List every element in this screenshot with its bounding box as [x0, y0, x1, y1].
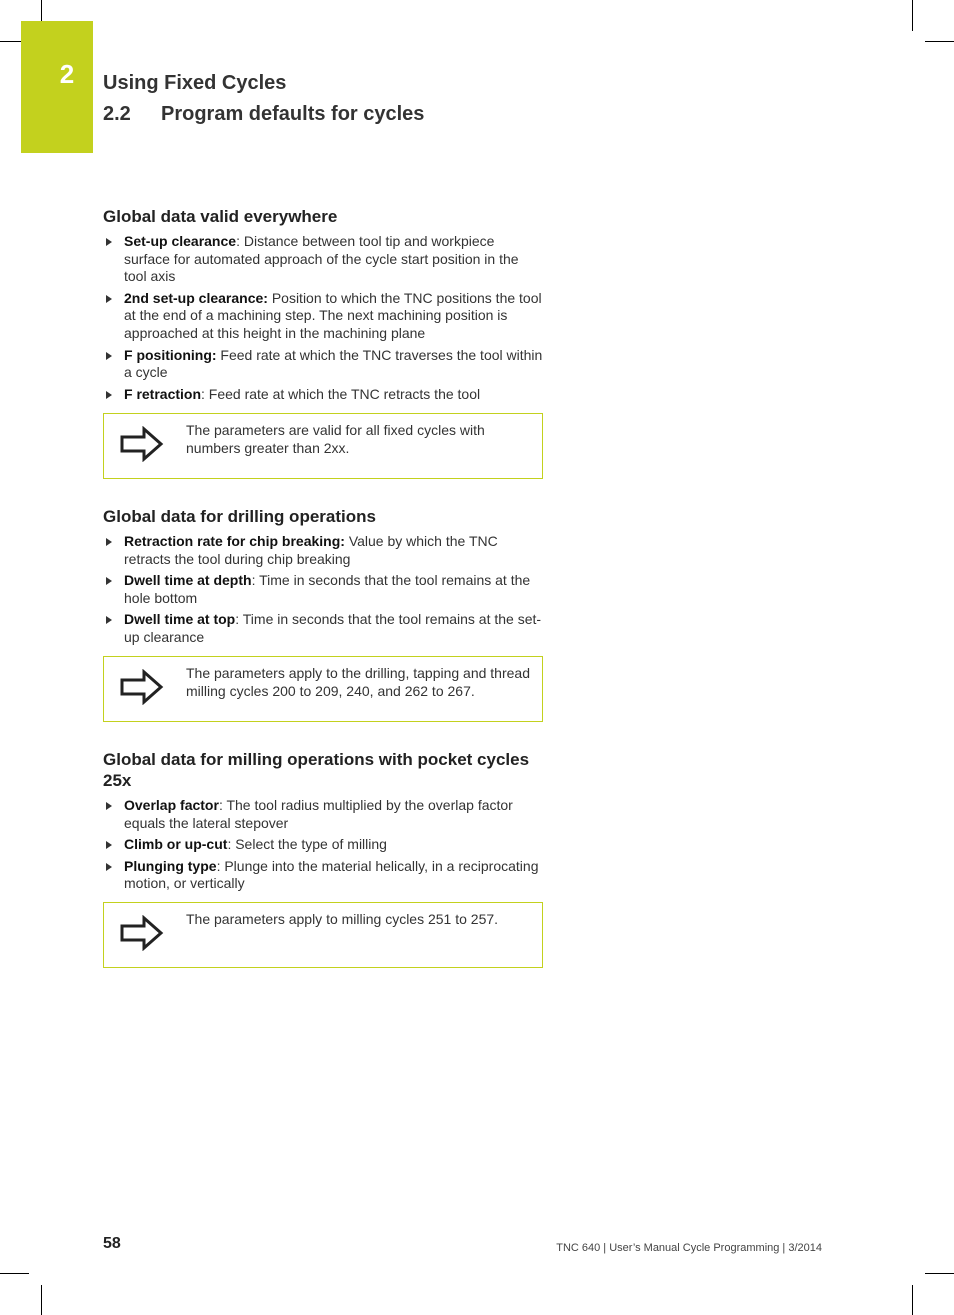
crop-mark: [912, 1285, 913, 1315]
chapter-title: Using Fixed Cycles: [103, 72, 287, 94]
arrow-right-icon: [120, 669, 164, 705]
list-item: [103, 572, 543, 607]
list-item: [103, 611, 543, 646]
list-item: [103, 797, 543, 832]
crop-mark: [0, 1273, 29, 1274]
list-item: [103, 533, 543, 568]
arrow-right-icon: [120, 426, 164, 462]
item-text: : The tool radius multiplied by the overlap factor equals the lateral stepover: [124, 797, 513, 831]
chapter-number: 2: [59, 59, 75, 89]
list-item: [103, 290, 543, 343]
bullet-list: [103, 533, 543, 651]
list-item: [103, 233, 543, 286]
item-text: : Feed rate at which the TNC retracts the tool: [201, 385, 481, 402]
item-term: Dwell time at top: [124, 611, 236, 628]
item-term: Overlap factor: [124, 797, 219, 813]
crop-mark: [925, 1273, 954, 1274]
item-text: : Time in seconds that the tool remains at the set-up clearance: [124, 611, 542, 645]
item-text: : Plunge into the material helically, in a reciprocating motion, or vertically: [124, 857, 539, 892]
note-text: The parameters are valid for all fixed cycles with numbers greater than 2xx.: [186, 422, 485, 456]
item-text: : Time in seconds that the tool remains at the hole bottom: [124, 572, 531, 606]
crop-mark: [925, 41, 954, 42]
note-box: [103, 656, 543, 722]
section-heading: Global data for drilling operations: [103, 507, 376, 526]
crop-mark: [0, 41, 21, 42]
crop-mark: [41, 1285, 42, 1315]
item-term: F retraction: [124, 385, 202, 402]
item-term: Set-up clearance: [124, 233, 237, 249]
chapter-tab: [21, 21, 93, 153]
item-text: Value by which the TNC retracts the tool during chip breaking: [124, 533, 498, 567]
item-text: Position to which the TNC positions the tool at the end of a machining step. The next machining position is approached at this height in the machining plane: [124, 289, 542, 341]
bullet-list: [103, 797, 543, 897]
section-heading: Global data for milling operations with pocket cycles 25x: [103, 750, 530, 790]
item-term: Climb or up-cut: [124, 836, 228, 853]
item-term: Dwell time at depth: [124, 572, 252, 589]
item-text: : Distance between tool tip and workpiece surface for automated approach of the cycle start position in the tool axis: [124, 233, 519, 285]
section-number: 2.2: [103, 103, 131, 125]
note-box: [103, 902, 543, 968]
section-title: [103, 103, 424, 126]
footer-text: TNC 640 | User’s Manual Cycle Programming | 3/2014: [556, 1242, 822, 1254]
section-heading: Global data valid everywhere: [103, 207, 338, 226]
list-item: [103, 858, 543, 893]
crop-mark: [41, 0, 42, 21]
item-text: Feed rate at which the TNC traverses the tool within a cycle: [124, 346, 543, 381]
note-text: The parameters apply to the drilling, tapping and thread milling cycles 200 to 209, 240, and 262 to 267.: [186, 665, 530, 699]
page-number: 58: [103, 1235, 121, 1252]
item-term: Retraction rate for chip breaking:: [124, 533, 345, 549]
item-term: 2nd set-up clearance:: [124, 289, 268, 306]
bullet-list: [103, 233, 543, 407]
list-item: [103, 836, 543, 854]
item-term: Plunging type: [124, 857, 217, 874]
section-title-text: Program defaults for cycles: [161, 103, 425, 125]
note-text: The parameters apply to milling cycles 251 to 257.: [186, 911, 499, 927]
list-item: [103, 347, 543, 382]
note-box: [103, 413, 543, 479]
item-term: F positioning:: [124, 346, 217, 363]
list-item: [103, 386, 543, 404]
crop-mark: [912, 0, 913, 31]
arrow-right-icon: [120, 915, 164, 951]
item-text: : Select the type of milling: [227, 836, 387, 853]
